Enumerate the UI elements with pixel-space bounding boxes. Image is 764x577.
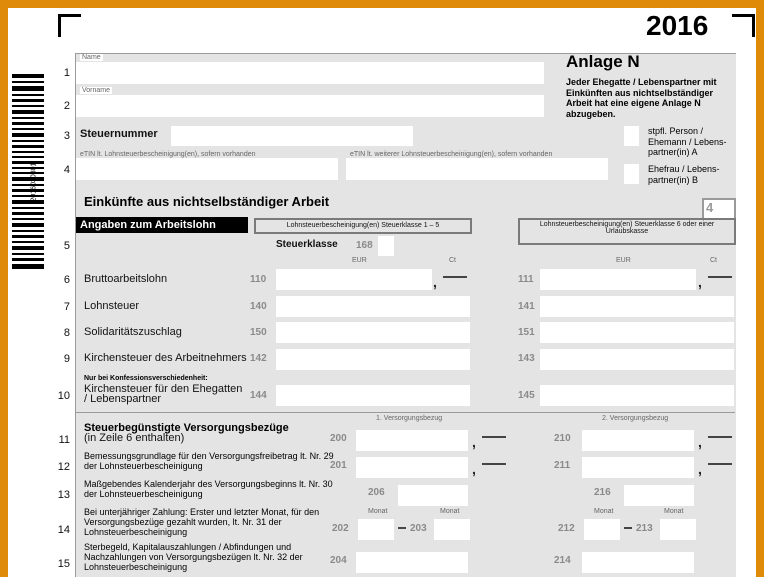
row-code: 216 bbox=[594, 487, 611, 498]
name-label: Name bbox=[82, 54, 101, 61]
row-code: 145 bbox=[518, 390, 535, 401]
comma: , bbox=[472, 434, 476, 450]
row-code: 144 bbox=[250, 390, 267, 401]
row-number: 6 bbox=[63, 274, 70, 286]
option-b-checkbox[interactable] bbox=[624, 164, 639, 184]
etin2-label: eTIN lt. weiterer Lohnsteuerbescheinigung(en), sofern vorhanden bbox=[350, 151, 553, 158]
etin2-field[interactable] bbox=[346, 158, 608, 180]
ct-header: Ct bbox=[710, 257, 717, 264]
bruttoarbeitslohn-eur-field[interactable] bbox=[276, 269, 432, 290]
monat-end2-field[interactable] bbox=[660, 519, 696, 540]
monat-start1-field[interactable] bbox=[358, 519, 394, 540]
steuerklasse-label: Steuerklasse bbox=[276, 239, 338, 250]
row-number: 9 bbox=[63, 353, 70, 365]
corner-mark-top-left bbox=[58, 14, 81, 37]
row-code: 204 bbox=[330, 555, 347, 566]
row-number: 11 bbox=[58, 434, 70, 446]
row-code: 140 bbox=[250, 301, 267, 312]
ct-dash bbox=[708, 276, 732, 278]
lohnsteuer-label: Lohnsteuer bbox=[84, 300, 140, 312]
row-number: 3 bbox=[63, 130, 70, 142]
row-number: 14 bbox=[57, 524, 70, 536]
ct-dash bbox=[708, 463, 732, 465]
ct-dash bbox=[443, 276, 467, 278]
row-number: 1 bbox=[63, 67, 70, 79]
row-code: 202 bbox=[332, 523, 349, 534]
row-code: 203 bbox=[410, 523, 427, 534]
versorgung2-field[interactable] bbox=[582, 430, 694, 451]
kirchensteuer-label: Kirchensteuer des Arbeitnehmers bbox=[84, 352, 247, 364]
versorgung-subtitle: (in Zeile 6 enthalten) bbox=[84, 432, 185, 444]
sterbegeld1-field[interactable] bbox=[356, 552, 468, 573]
vorname-field[interactable] bbox=[76, 95, 544, 117]
monat-start2-field[interactable] bbox=[584, 519, 620, 540]
lohnsteuer-field[interactable] bbox=[276, 296, 470, 317]
row-code: 143 bbox=[518, 353, 535, 364]
section-title: Einkünfte aus nichtselbständiger Arbeit bbox=[84, 194, 330, 209]
row-number: 12 bbox=[57, 461, 70, 473]
versorgung-col2: 2. Versorgungsbezug bbox=[602, 415, 669, 422]
eur-header: EUR bbox=[616, 257, 631, 264]
bemessungsgrundlage2-field[interactable] bbox=[582, 457, 694, 478]
comma: , bbox=[472, 461, 476, 477]
page-number: 4 bbox=[706, 200, 714, 215]
sterbegeld2-field[interactable] bbox=[582, 552, 694, 573]
steuernummer-field[interactable] bbox=[171, 126, 413, 146]
row-code: 200 bbox=[330, 433, 347, 444]
row-code: 141 bbox=[518, 301, 535, 312]
ct-header: Ct bbox=[449, 257, 456, 264]
row-number: 5 bbox=[63, 240, 70, 252]
row-number: 8 bbox=[63, 327, 70, 339]
versorgung1-field[interactable] bbox=[356, 430, 468, 451]
section-separator bbox=[75, 412, 735, 413]
versorgung-title: Steuerbegünstigte Versorgungsbezüge bbox=[84, 422, 289, 434]
row-number: 10 bbox=[57, 390, 70, 402]
month-dash bbox=[398, 527, 406, 529]
row-number: 13 bbox=[57, 489, 70, 501]
row-code: 214 bbox=[554, 555, 571, 566]
row-code: 142 bbox=[250, 353, 267, 364]
form-title-note: Jeder Ehegatte / Lebenspartner mit Einkünften aus nichtselbständiger Arbeit hat eine eigene Anlage N abzugeben. bbox=[566, 77, 717, 119]
steuernummer-label: Steuernummer bbox=[80, 128, 158, 140]
row-number: 15 bbox=[57, 558, 70, 570]
form-page bbox=[8, 8, 756, 577]
monat-header: Monat bbox=[664, 508, 684, 515]
comma: , bbox=[433, 274, 437, 290]
bemessungsgrundlage1-field[interactable] bbox=[356, 457, 468, 478]
monat-header: Monat bbox=[368, 508, 388, 515]
kirchensteuer-ehegatte2-field[interactable] bbox=[540, 385, 734, 406]
steuerklasse-code: 168 bbox=[356, 240, 373, 251]
row-code: 110 bbox=[250, 274, 267, 285]
row-code: 150 bbox=[250, 327, 267, 338]
corner-mark-top-right bbox=[732, 14, 755, 37]
kirchensteuer-ehegatte-label: Kirchensteuer für den Ehegatten / Lebenspartner bbox=[84, 383, 243, 405]
row-code: 151 bbox=[518, 327, 535, 338]
solidaritaetszuschlag2-field[interactable] bbox=[540, 322, 734, 343]
ct-dash bbox=[482, 436, 506, 438]
versorgung-col1: 1. Versorgungsbezug bbox=[376, 415, 443, 422]
form-title: Anlage N bbox=[566, 52, 640, 71]
vorname-label: Vorname bbox=[82, 87, 111, 94]
bemessungsgrundlage-label: Bemessungsgrundlage für den Versorgungsfreibetrag lt. Nr. 29 der Lohnsteuerbescheinigung bbox=[84, 451, 334, 471]
solidaritaetszuschlag-label: Solidaritätszuschlag bbox=[84, 326, 182, 338]
kirchensteuer-ehegatte-field[interactable] bbox=[276, 385, 470, 406]
row-code: 213 bbox=[636, 523, 653, 534]
kalenderjahr2-field[interactable] bbox=[624, 485, 694, 506]
row-code: 212 bbox=[558, 523, 575, 534]
kirchensteuer2-field[interactable] bbox=[540, 349, 734, 370]
ct-dash bbox=[708, 436, 732, 438]
row-code: 206 bbox=[368, 487, 385, 498]
option-a-checkbox[interactable] bbox=[624, 126, 639, 146]
section-subtitle: Angaben zum Arbeitslohn bbox=[76, 217, 248, 233]
kalenderjahr1-field[interactable] bbox=[398, 485, 468, 506]
row-number: 2 bbox=[63, 100, 70, 112]
etin1-field[interactable] bbox=[76, 158, 338, 180]
bruttoarbeitslohn-eur2-field[interactable] bbox=[540, 269, 696, 290]
comma: , bbox=[698, 461, 702, 477]
row-code: 210 bbox=[554, 433, 571, 444]
form-year: 2016 bbox=[646, 10, 709, 41]
barcode-number: 2016030301 bbox=[30, 162, 38, 202]
ct-dash bbox=[482, 463, 506, 465]
konfession-note: Nur bei Konfessionsverschiedenheit: bbox=[84, 375, 208, 382]
row-number: 4 bbox=[63, 164, 70, 176]
unterjaehrige-zahlung-label: Bei unterjähriger Zahlung: Erster und letzter Monat, für den Versorgungsbezüge gezahlt wurden, lt. Nr. 31 der Lohnsteuerbescheinigung bbox=[84, 507, 320, 537]
monat-end1-field[interactable] bbox=[434, 519, 470, 540]
row-code: 201 bbox=[330, 460, 347, 471]
name-field[interactable] bbox=[76, 62, 544, 84]
bruttoarbeitslohn-label: Bruttoarbeitslohn bbox=[84, 273, 168, 285]
col2-header: Lohnsteuerbescheinigung(en) Steuerklasse 6 oder einer Urlaubskasse bbox=[518, 218, 736, 245]
row-number: 7 bbox=[63, 301, 70, 313]
row-code: 211 bbox=[554, 460, 571, 471]
eur-header: EUR bbox=[352, 257, 367, 264]
monat-header: Monat bbox=[594, 508, 614, 515]
col1-header: Lohnsteuerbescheinigung(en) Steuerklasse 1 – 5 bbox=[254, 218, 472, 234]
comma: , bbox=[698, 274, 702, 290]
month-dash bbox=[624, 527, 632, 529]
comma: , bbox=[698, 434, 702, 450]
monat-header: Monat bbox=[440, 508, 460, 515]
solidaritaetszuschlag-field[interactable] bbox=[276, 322, 470, 343]
lohnsteuer2-field[interactable] bbox=[540, 296, 734, 317]
kalenderjahr-label: Maßgebendes Kalenderjahr des Versorgungsbeginns lt. Nr. 30 der Lohnsteuerbescheinigung bbox=[84, 479, 333, 499]
etin1-label: eTIN lt. Lohnsteuerbescheinigung(en), sofern vorhanden bbox=[80, 151, 256, 158]
steuerklasse-field[interactable] bbox=[378, 236, 394, 256]
option-b-label: Ehefrau / Lebens-partner(in) B bbox=[648, 164, 720, 185]
sterbegeld-label: Sterbegeld, Kapitalauszahlungen / Abfindungen und Nachzahlungen von Versorgungsbezügen lt. Nr. 32 der Lohnsteuerbescheinigung bbox=[84, 542, 303, 572]
option-a-label: stpfl. Person / Ehemann / Lebens-partner(in) A bbox=[648, 126, 727, 157]
kirchensteuer-field[interactable] bbox=[276, 349, 470, 370]
row-code: 111 bbox=[518, 274, 534, 285]
